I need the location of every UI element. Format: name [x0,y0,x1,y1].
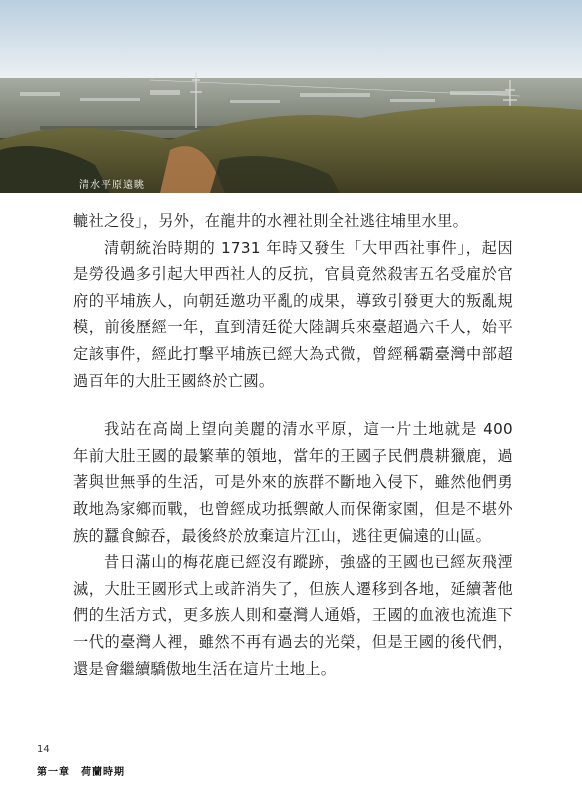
landscape-photo [0,0,582,193]
paragraph-4: 昔日滿山的梅花鹿已經沒有蹤跡，強盛的王國也已經灰飛湮滅，大肚王國形式上或許消失了，但族人遷移到各地，延續著他們的生活方式，更多族人則和臺灣人通婚，王國的血液也流進下一代的臺灣人裡，雖然不再有過去的光榮，但是王國的後代們，還是會繼續驕傲地生活在這片土地上。 [73,553,513,678]
article-body [73,208,513,682]
page-number: 14 [37,744,50,755]
photo-caption: 清水平原遠眺 [79,180,145,191]
paragraph-1: 轆社之役」，另外，在龍井的水裡社則全社逃往埔里水里。 [73,212,469,230]
paragraph-3: 我站在高崗上望向美麗的清水平原，這一片土地就是 400 年前大肚王國的最繁華的領地，當年的王國子民們農耕獵鹿，過著與世無爭的生活，可是外來的族群不斷地入侵下，雖然他們勇敢地為家鄉而戰，也曾經成功抵禦敵人而保衛家園，但是不堪外族的蠶食鯨吞，最後終於放棄這片江山，逃往更偏遠的山區。 [73,420,513,545]
paragraph-gap [73,394,513,416]
paragraph-2: 清朝統治時期的 1731 年時又發生「大甲西社事件」，起因是勞役過多引起大甲西社人的反抗，官員竟然殺害五名受雇於官府的平埔族人，向朝廷邀功平亂的成果，導致引發更大的叛亂規模，前後歷經一年，直到清廷從大陸調兵來臺超過六千人，始平定該事件，經此打擊平埔族已經大為式微，曾經稱霸臺灣中部超過百年的大肚王國終於亡國。 [73,238,513,390]
chapter-label: 第一章 荷蘭時期 [37,767,125,778]
landscape-illustration [0,0,582,193]
